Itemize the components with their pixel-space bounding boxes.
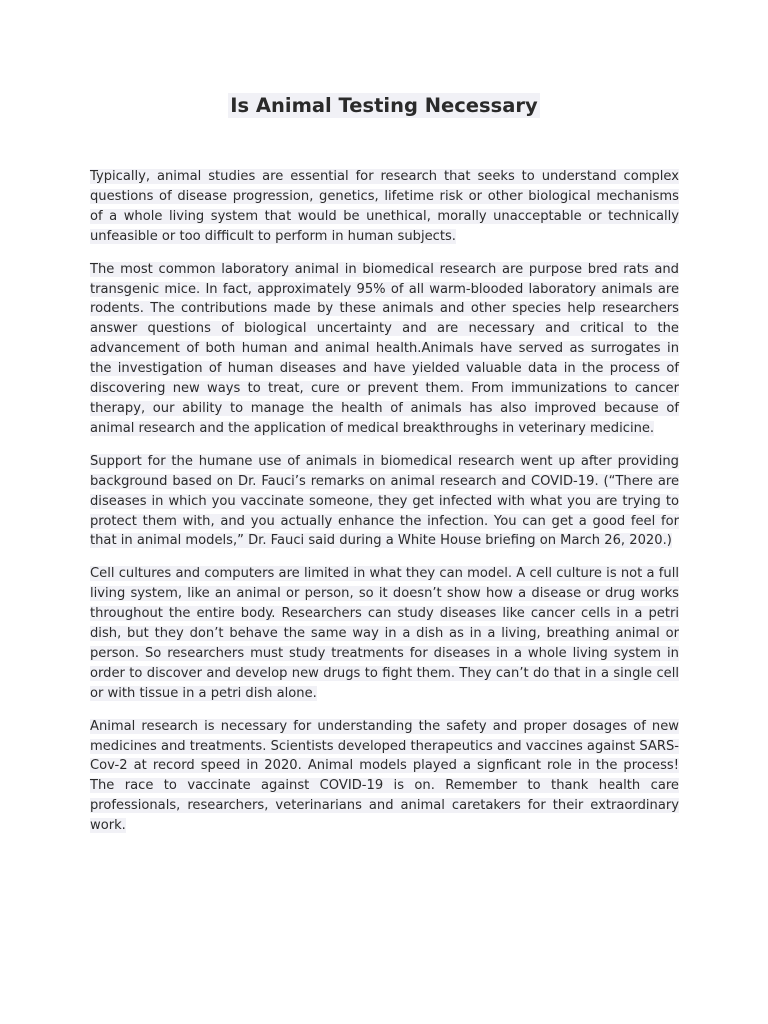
paragraph-5 <box>90 717 679 836</box>
paragraph-3 <box>90 452 679 552</box>
page-title-text: Is Animal Testing Necessary <box>230 94 538 117</box>
paragraph-2-text: The most common laboratory animal in biomedical research are purpose bred rats and transgenic mice. In fact, approximately 95% of all warm-blooded laboratory animals are rodents. The contributions made by these animals and other species help researchers answer questions of biological uncertainty and are necessary and critical to the advancement of both human and animal health.Animals have served as surrogates in the investigation of human diseases and have yielded valuable data in the process of discovering new ways to treat, cure or prevent them. From immunizations to cancer therapy, our ability to manage the health of animals has also improved because of animal research and the application of medical breakthroughs in veterinary medicine. <box>90 261 679 436</box>
document-body <box>90 167 679 849</box>
paragraph-1-text: Typically, animal studies are essential for research that seeks to understand complex questions of disease progression, genetics, lifetime risk or other biological mechanisms of a whole living system that would be unethical, morally unacceptable or technically unfeasible or too difficult to perform in human subjects. <box>90 169 679 244</box>
paragraph-2 <box>90 260 679 439</box>
paragraph-5-text: Animal research is necessary for understanding the safety and proper dosages of new medicines and treatments. Scientists developed therapeutics and vaccines against SARS-Cov-2 at record speed in 2020. Animal models played a signficant role in the process! The race to vaccinate against COVID-19 is on. Remember to thank health care professionals, researchers, veterinarians and animal caretakers for their extraordinary work. <box>90 718 679 834</box>
paragraph-4 <box>90 564 679 703</box>
paragraph-4-text: Cell cultures and computers are limited in what they can model. A cell culture is not a full living system, like an animal or person, so it doesn’t show how a disease or drug works throughout the entire body. Researchers can study diseases like cancer cells in a petri dish, but they don’t behave the same way in a dish as in a living, breathing animal or person. So researchers must study treatments for diseases in a whole living system in order to discover and develop new drugs to fight them. They can’t do that in a single cell or with tissue in a petri dish alone. <box>90 566 679 701</box>
paragraph-3-text: Support for the humane use of animals in biomedical research went up after providing background based on Dr. Fauci’s remarks on animal research and COVID-19. (“There are diseases in which you vaccinate someone, they get infected with what you are trying to protect them with, and you actually enhance the infection. You can get a good feel for that in animal models,” Dr. Fauci said during a White House briefing on March 26, 2020.) <box>90 453 679 549</box>
page-title <box>0 92 768 120</box>
paragraph-1 <box>90 167 679 247</box>
